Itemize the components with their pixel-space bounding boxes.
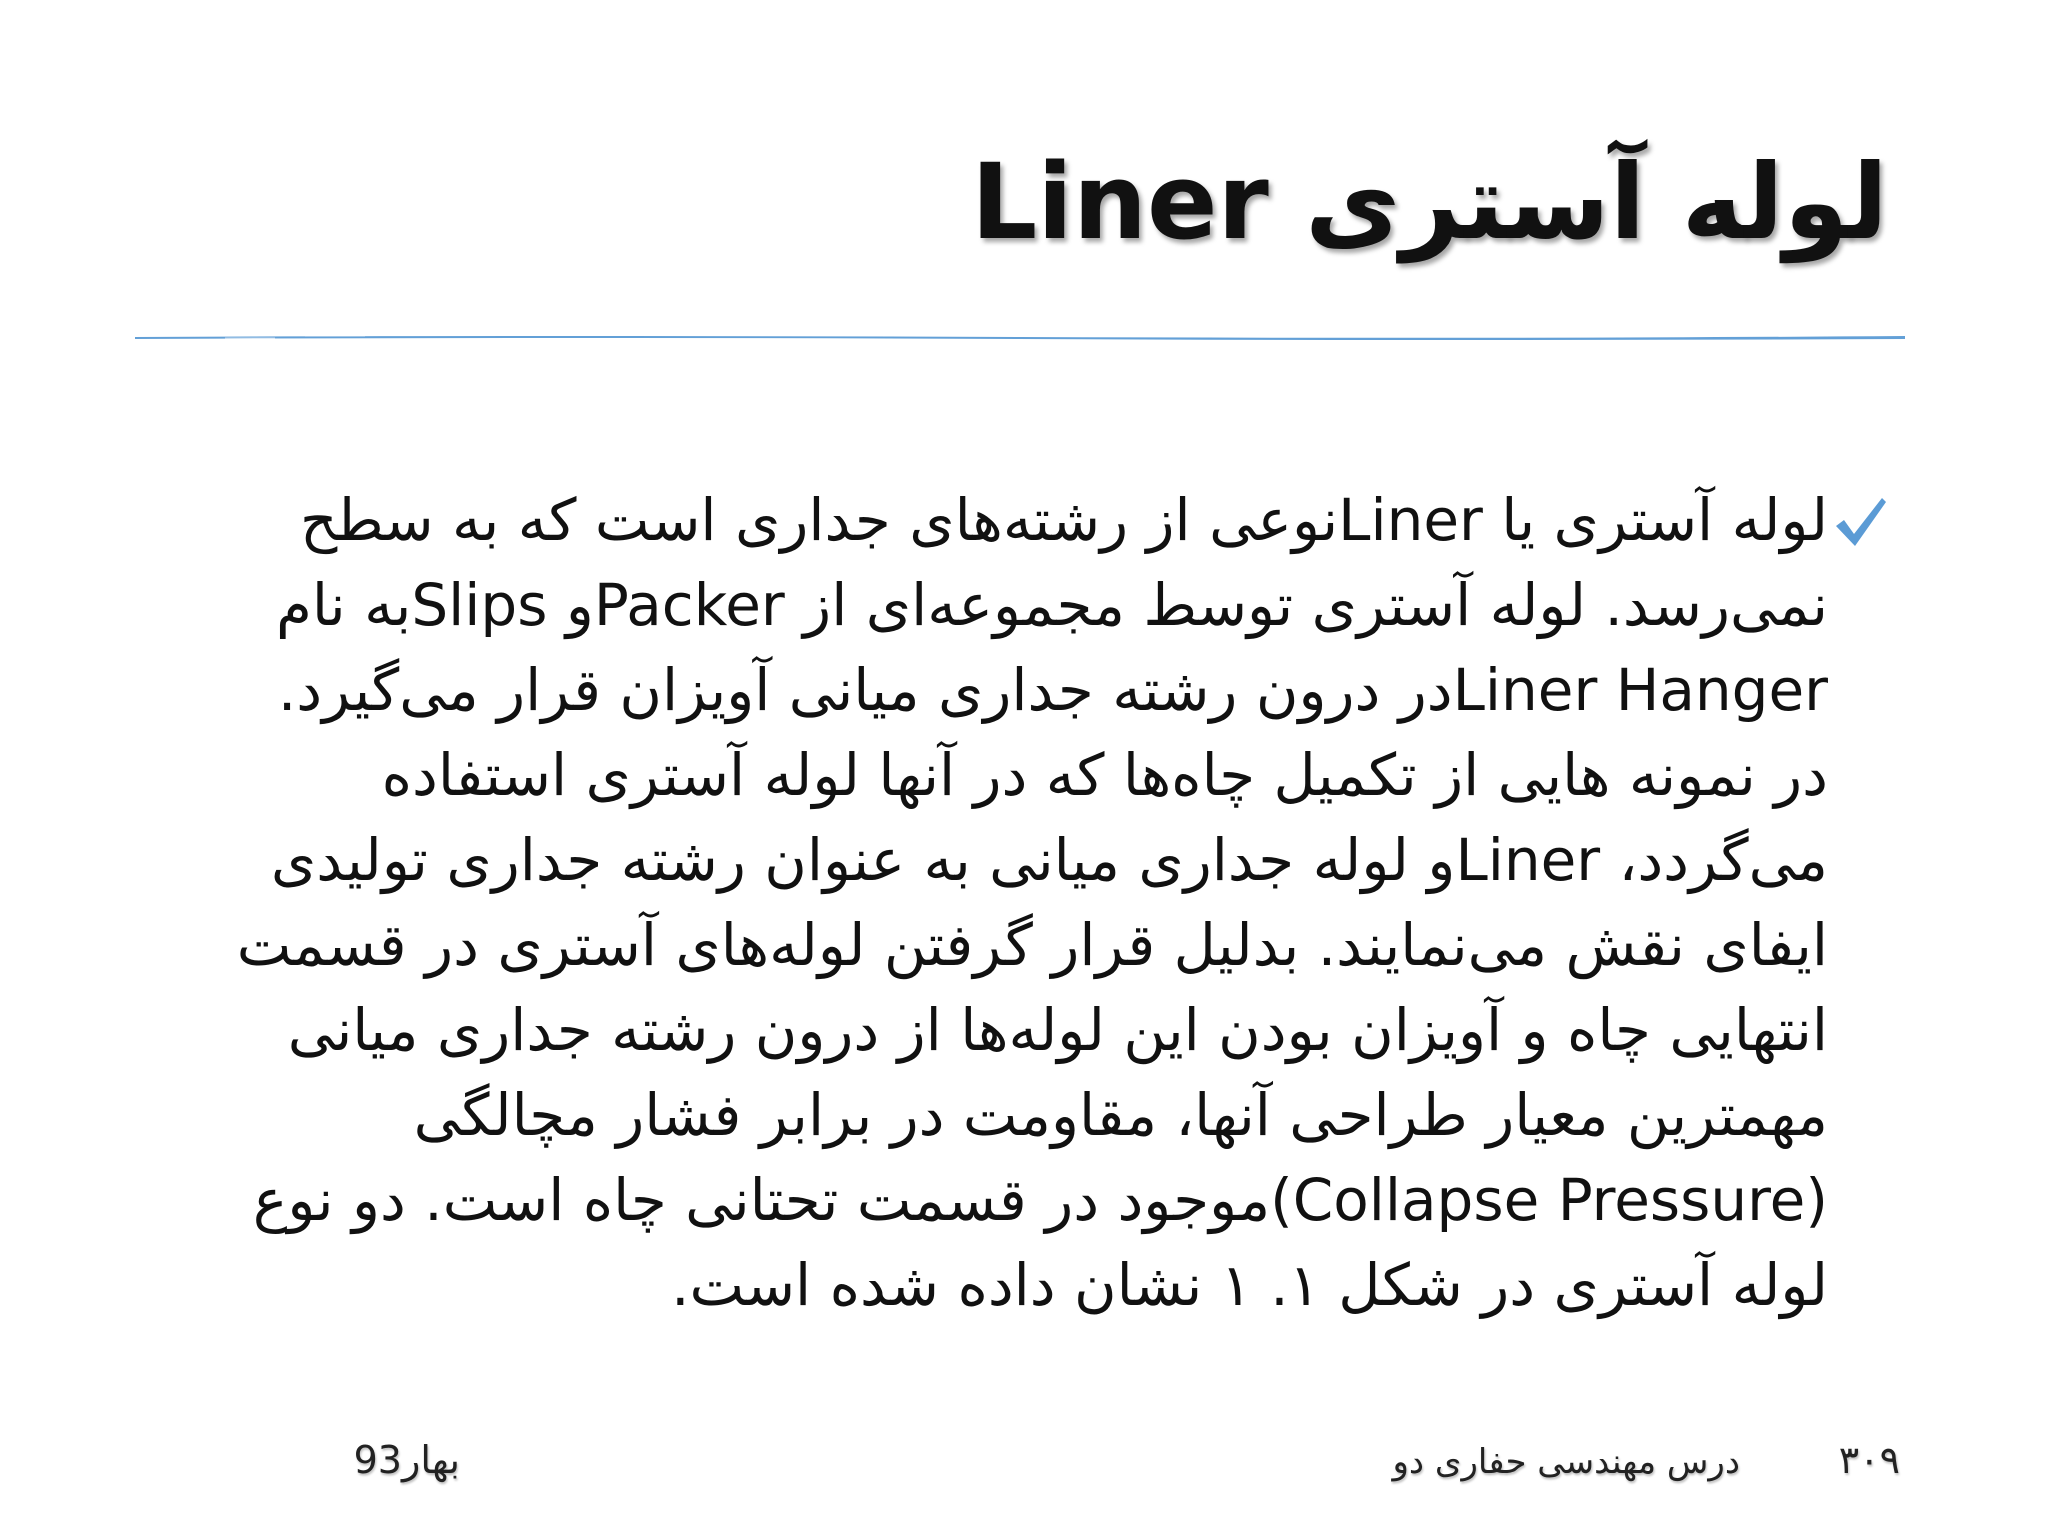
bullet-text <box>208 478 1828 1328</box>
text-line: لوله آستری در شکل ۱. ۱ نشان داده شده است. <box>671 1251 1828 1319</box>
text-line: Liner Hangerدر درون رشته جداری میانی آویزان قرار می‌گیرد. <box>277 656 1828 724</box>
footer-term: بهار93 <box>353 1438 460 1482</box>
footer-course-title: درس مهندسی حفاری دو <box>1392 1442 1740 1482</box>
text-line: نمی‌رسد. لوله آستری توسط مجموعه‌ای از Packerو Slipsبه نام <box>275 571 1828 639</box>
text-line: می‌گردد، Linerو لوله جداری میانی به عنوان رشته جداری تولیدی <box>270 826 1828 894</box>
text-line: لوله آستری یا Linerنوعی از رشته‌های جداری است که به سطح <box>300 486 1828 554</box>
checkmark-icon <box>1832 492 1888 552</box>
title-divider <box>135 332 1905 342</box>
text-line: در نمونه هایی از تکمیل چاه‌ها که در آنها لوله آستری استفاده <box>381 741 1828 809</box>
page-number: ۳۰۹ <box>1838 1438 1900 1482</box>
text-line: مهمترین معیار طراحی آنها، مقاومت در برابر فشار مچالگی <box>413 1081 1828 1149</box>
bullet-item <box>208 478 1888 1328</box>
text-line: (Collapse Pressure)موجود در قسمت تحتانی چاه است. دو نوع <box>252 1166 1828 1234</box>
slide-title: لوله آستری Liner <box>971 141 1888 263</box>
text-line: ایفای نقش می‌نمایند. بدلیل قرار گرفتن لوله‌های آستری در قسمت <box>236 911 1828 979</box>
text-line: انتهایی چاه و آویزان بودن این لوله‌ها از درون رشته جداری میانی <box>287 996 1828 1064</box>
